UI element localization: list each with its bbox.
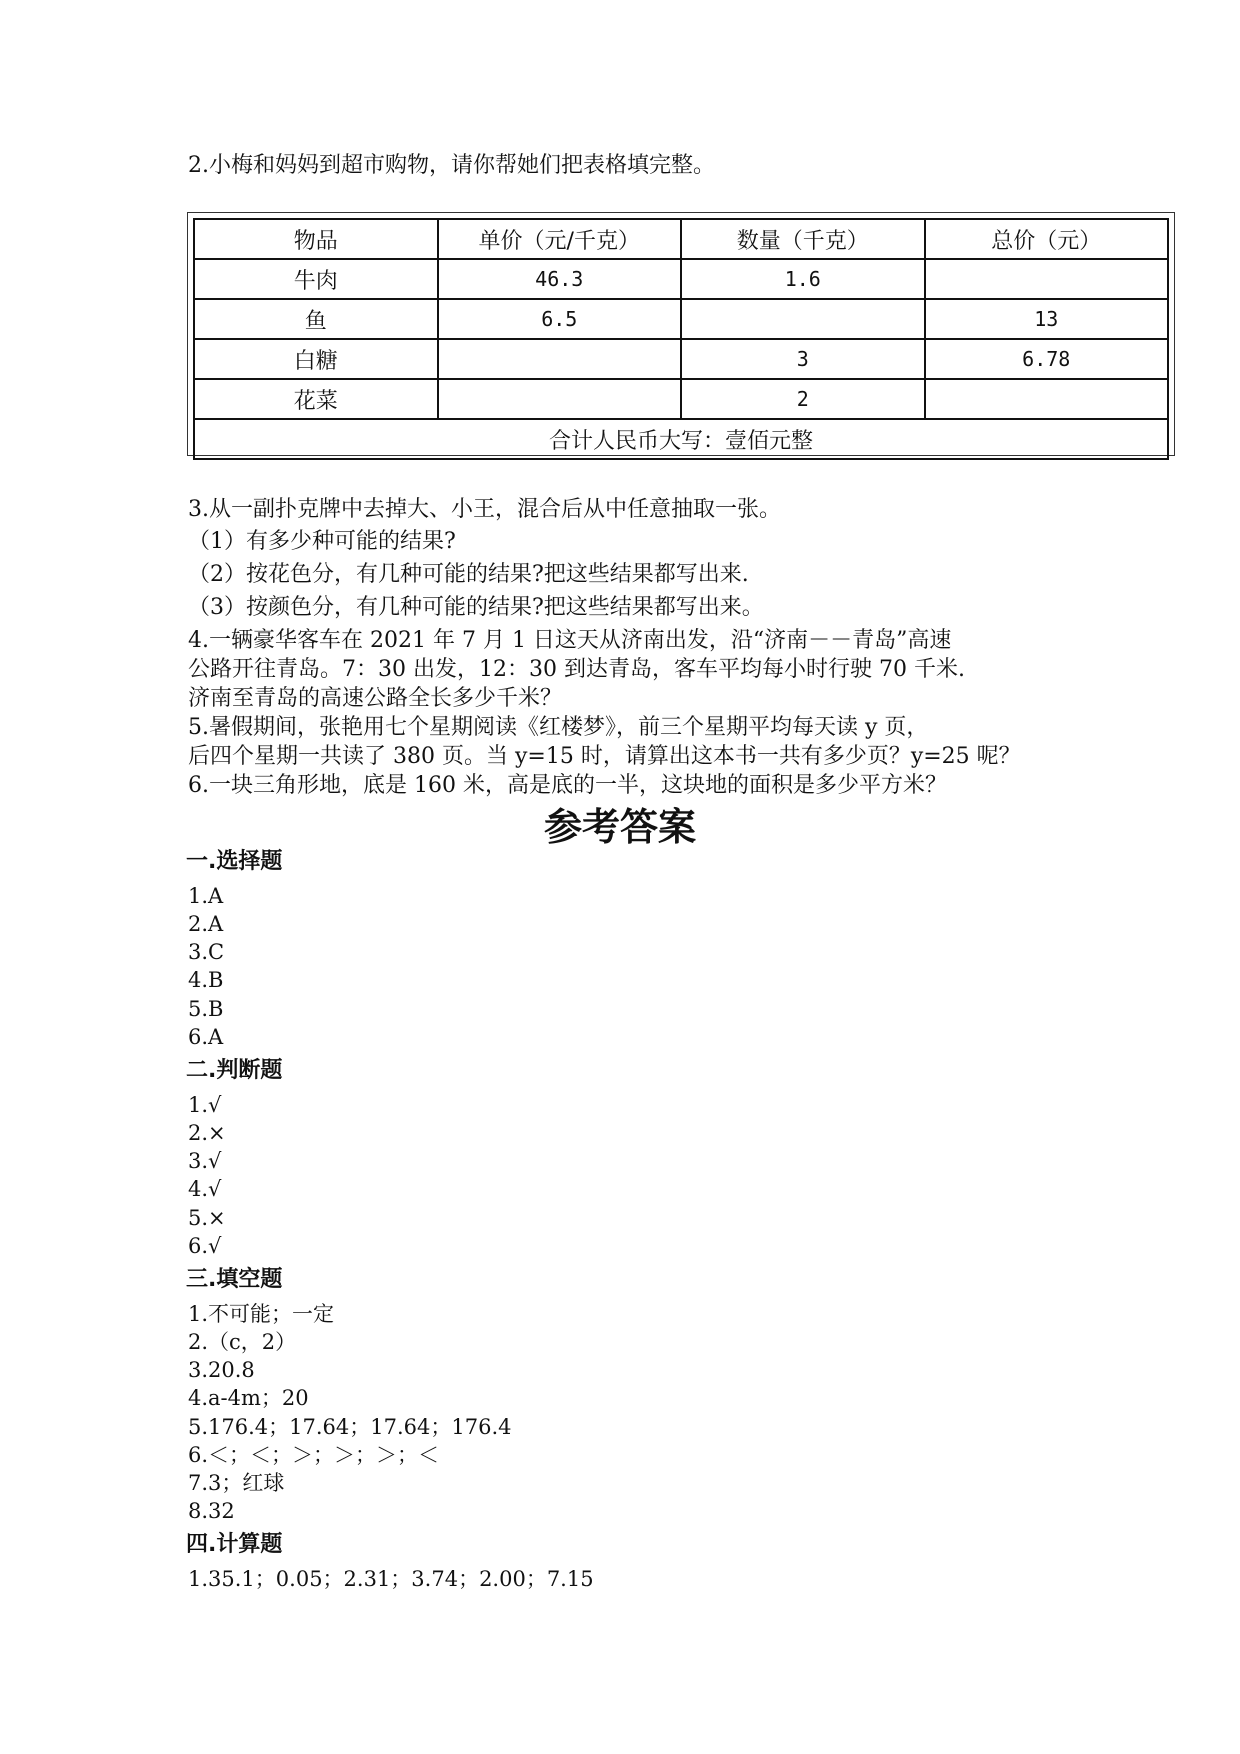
answer-item: 4.√ xyxy=(188,1177,222,1201)
table-cell: 白糖 xyxy=(194,339,438,379)
answer-item: 2.（c，2） xyxy=(188,1330,297,1354)
table-header-cell: 物品 xyxy=(194,219,438,259)
table-header-cell: 总价（元） xyxy=(925,219,1169,259)
table-cell: 鱼 xyxy=(194,299,438,339)
shopping-table-frame xyxy=(187,212,1175,456)
answer-item: 2.A xyxy=(188,912,224,936)
table-cell xyxy=(681,299,925,339)
table-header-cell: 单价（元/千克） xyxy=(438,219,682,259)
answer-item: 1.35.1；0.05；2.31；3.74；2.00；7.15 xyxy=(188,1567,594,1591)
table-cell: 6.5 xyxy=(438,299,682,339)
answer-item: 6.√ xyxy=(188,1234,222,1258)
section-heading-choice: 一.选择题 xyxy=(186,849,283,874)
answer-item: 3.20.8 xyxy=(188,1358,255,1382)
table-footer-cell: 合计人民币大写：壹佰元整 xyxy=(194,419,1168,459)
table-row xyxy=(194,259,1168,299)
answers-title: 参考答案 xyxy=(543,805,696,849)
section-heading-fill-blank: 三.填空题 xyxy=(186,1267,283,1292)
question-3-part-3: （3）按颜色分，有几种可能的结果?把这些结果都写出来。 xyxy=(188,595,764,620)
table-footer-row xyxy=(194,419,1168,459)
table-cell: 6.78 xyxy=(925,339,1169,379)
table-cell: 花菜 xyxy=(194,379,438,419)
section-heading-judgement: 二.判断题 xyxy=(186,1058,283,1083)
answer-item: 3.C xyxy=(188,940,225,964)
table-row xyxy=(194,299,1168,339)
table-cell: 牛肉 xyxy=(194,259,438,299)
question-2: 2.小梅和妈妈到超市购物，请你帮她们把表格填完整。 xyxy=(188,153,715,178)
question-5-line-2: 后四个星期一共读了 380 页。当 y=15 时，请算出这本书一共有多少页？y=25 呢？ xyxy=(188,744,1021,769)
question-4-line-2: 公路开往青岛。7：30 出发，12：30 到达青岛，客车平均每小时行驶 70 千米. xyxy=(188,657,965,682)
shopping-table xyxy=(193,218,1169,460)
table-row xyxy=(194,379,1168,419)
table-cell xyxy=(438,339,682,379)
table-header-cell: 数量（千克） xyxy=(681,219,925,259)
table-header-row xyxy=(194,219,1168,259)
answer-item: 6.A xyxy=(188,1025,224,1049)
answer-item: 7.3；红球 xyxy=(188,1471,285,1495)
answer-item: 6.＜；＜；＞；＞；＞；＜ xyxy=(188,1443,440,1467)
question-5-line-1: 5.暑假期间，张艳用七个星期阅读《红楼梦》，前三个星期平均每天读 y 页， xyxy=(188,715,929,740)
answer-item: 1.A xyxy=(188,884,224,908)
question-3: 3.从一副扑克牌中去掉大、小王，混合后从中任意抽取一张。 xyxy=(188,497,781,522)
table-cell: 2 xyxy=(681,379,925,419)
question-3-part-2: （2）按花色分，有几种可能的结果?把这些结果都写出来. xyxy=(188,562,749,587)
table-cell xyxy=(925,259,1169,299)
answer-item: 8.32 xyxy=(188,1499,235,1523)
answer-item: 2.× xyxy=(188,1121,226,1145)
table-row xyxy=(194,339,1168,379)
table-cell: 1.6 xyxy=(681,259,925,299)
answer-item: 4.a-4m；20 xyxy=(188,1386,309,1410)
answer-item: 5.B xyxy=(188,997,224,1021)
answer-item: 5.176.4；17.64；17.64；176.4 xyxy=(188,1415,512,1439)
table-cell: 46.3 xyxy=(438,259,682,299)
table-cell: 3 xyxy=(681,339,925,379)
answer-item: 5.× xyxy=(188,1206,226,1230)
answer-item: 1.√ xyxy=(188,1093,222,1117)
answer-item: 3.√ xyxy=(188,1149,222,1173)
table-cell: 13 xyxy=(925,299,1169,339)
table-cell xyxy=(925,379,1169,419)
answer-item: 1.不可能；一定 xyxy=(188,1302,335,1326)
question-4-line-3: 济南至青岛的高速公路全长多少千米？ xyxy=(188,686,563,711)
question-4-line-1: 4.一辆豪华客车在 2021 年 7 月 1 日这天从济南出发，沿“济南－－青岛”高速 xyxy=(188,628,952,653)
answer-item: 4.B xyxy=(188,968,224,992)
section-heading-calculation: 四.计算题 xyxy=(186,1532,283,1557)
table-cell xyxy=(438,379,682,419)
question-3-part-1: （1）有多少种可能的结果? xyxy=(188,529,456,554)
question-6: 6.一块三角形地，底是 160 米，高是底的一半，这块地的面积是多少平方米？ xyxy=(188,773,947,798)
